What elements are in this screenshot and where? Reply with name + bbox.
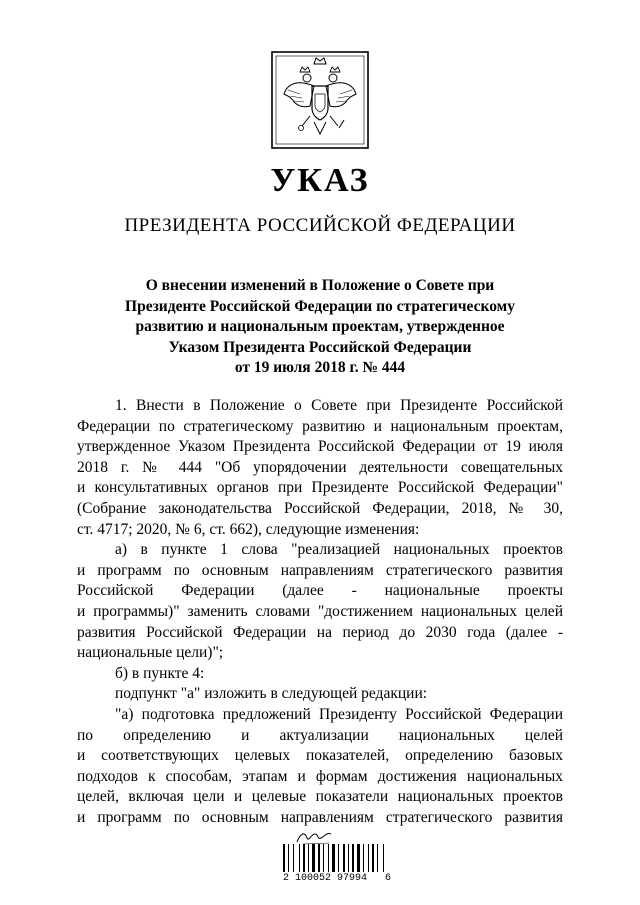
heading-line: О внесении изменений в Положение о Совете при bbox=[145, 277, 495, 294]
coat-of-arms-icon bbox=[270, 50, 370, 150]
body-line: а) в пункте 1 слова "реализацией национальных проектов bbox=[115, 541, 563, 559]
decree-heading bbox=[80, 276, 560, 379]
body-line: Российской Федерации (далее - национальные проекты bbox=[77, 582, 563, 600]
document-title: УКАЗ bbox=[270, 162, 370, 199]
heading-line: развитию и национальным проектам, утвержденное bbox=[135, 318, 505, 335]
body-line: подпункт "а" изложить в следующей редакции: bbox=[115, 685, 428, 703]
heading-line: от 19 июля 2018 г. № 444 bbox=[234, 359, 406, 376]
body-line: и консультативных органов при Президенте Российской Федерации" bbox=[77, 479, 563, 497]
body-line: и программы)" заменить словами "достижением национальных целей bbox=[77, 602, 563, 620]
body-line: целей, включая цели и целевые показатели национальных проектов bbox=[77, 788, 563, 806]
body-line: и соответствующих целевых показателей, определению базовых bbox=[77, 747, 563, 765]
heading-line: Президенте Российской Федерации по стратегическому bbox=[125, 297, 515, 315]
body-line: (Собрание законодательства Российской Федерации, 2018, № 30, bbox=[77, 499, 563, 517]
body-line: 1. Внести в Положение о Совете при Президенте Российской bbox=[115, 397, 563, 414]
body-line: национальные цели)"; bbox=[77, 644, 224, 662]
body-line: развития Российской Федерации на период до 2030 года (далее - bbox=[77, 623, 563, 641]
document-subtitle: ПРЕЗИДЕНТА РОССИЙСКОЙ ФЕДЕРАЦИИ bbox=[124, 215, 516, 236]
body-line: утвержденное Указом Президента Российской Федерации от 19 июля bbox=[77, 438, 563, 456]
decree-body bbox=[77, 396, 563, 828]
body-line: и программ по основным направлениям стратегического развития bbox=[77, 561, 563, 579]
body-line: 2018 г. № 444 "Об упорядочении деятельности совещательных bbox=[77, 458, 563, 476]
body-line: "а) подготовка предложений Президенту Российской Федерации bbox=[115, 705, 563, 723]
body-line: подходов к способам, этапам и формам достижения национальных bbox=[77, 767, 563, 785]
body-line: б) в пункте 4: bbox=[115, 664, 205, 682]
body-line: Федерации по стратегическому развитию и национальным проектам, bbox=[77, 417, 563, 435]
body-line: ст. 4717; 2020, № 6, ст. 662), следующие изменения: bbox=[77, 520, 420, 538]
barcode-number: 2 100052 97994 6 bbox=[283, 873, 392, 884]
heading-line: Указом Президента Российской Федерации bbox=[168, 338, 472, 356]
body-line: по определению и актуализации национальных целей bbox=[77, 726, 563, 744]
barcode bbox=[283, 844, 403, 872]
body-line: и программ по основным направлениям стратегического развития bbox=[77, 808, 563, 826]
